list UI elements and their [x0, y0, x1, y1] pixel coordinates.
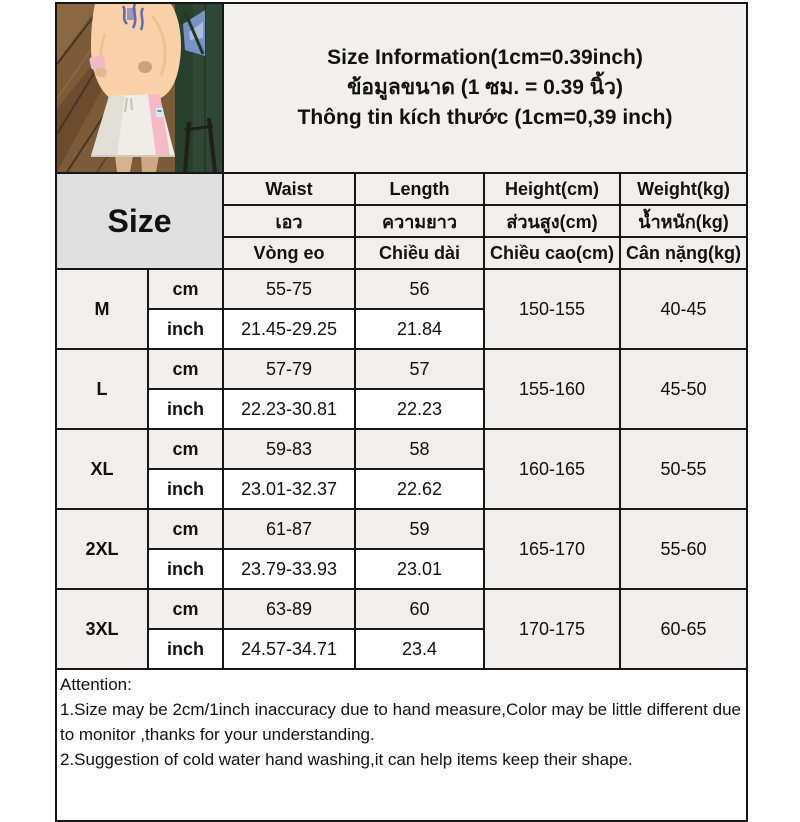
waist-cm-xl: 59-83	[223, 429, 355, 469]
length-cm-2xl: 59	[355, 509, 484, 549]
weight-header-vi: Cân nặng(kg)	[620, 237, 747, 269]
unit-inch: inch	[148, 629, 223, 669]
attention-note-2: 2.Suggestion of cold water hand washing,it can help items keep their shape.	[60, 750, 633, 769]
size-label-xl: XL	[56, 429, 148, 509]
unit-inch: inch	[148, 389, 223, 429]
size-label-2xl: 2XL	[56, 509, 148, 589]
product-photo	[56, 3, 223, 173]
length-inch-2xl: 23.01	[355, 549, 484, 589]
waist-header-th: เอว	[223, 205, 355, 237]
unit-cm: cm	[148, 509, 223, 549]
weight-header-th: น้ำหนัก(kg)	[620, 205, 747, 237]
waist-header-en: Waist	[223, 173, 355, 205]
title-thai: ข้อมูลขนาด (1 ซม. = 0.39 นิ้ว)	[347, 76, 623, 99]
unit-cm: cm	[148, 349, 223, 389]
product-photo-illustration	[57, 4, 223, 172]
attention-heading: Attention:	[60, 675, 132, 694]
size-label-l: L	[56, 349, 148, 429]
unit-inch: inch	[148, 469, 223, 509]
weight-xl: 50-55	[620, 429, 747, 509]
title-english: Size Information(1cm=0.39inch)	[327, 46, 643, 69]
height-header-en: Height(cm)	[484, 173, 620, 205]
weight-3xl: 60-65	[620, 589, 747, 669]
unit-cm: cm	[148, 429, 223, 469]
table-row-2xl-cm	[56, 509, 747, 549]
height-3xl: 170-175	[484, 589, 620, 669]
length-inch-l: 22.23	[355, 389, 484, 429]
size-table	[55, 2, 748, 822]
attention-note	[56, 669, 747, 821]
waist-inch-m: 21.45-29.25	[223, 309, 355, 349]
length-inch-m: 21.84	[355, 309, 484, 349]
length-header-en: Length	[355, 173, 484, 205]
weight-2xl: 55-60	[620, 509, 747, 589]
length-cm-xl: 58	[355, 429, 484, 469]
table-row-3xl-cm	[56, 589, 747, 629]
attention-note-1: 1.Size may be 2cm/1inch inaccuracy due to hand measure,Color may be little different due to monitor ,thanks for your understanding.	[60, 700, 741, 744]
length-cm-l: 57	[355, 349, 484, 389]
table-row-l-cm	[56, 349, 747, 389]
waist-cm-l: 57-79	[223, 349, 355, 389]
unit-inch: inch	[148, 309, 223, 349]
height-2xl: 165-170	[484, 509, 620, 589]
unit-inch: inch	[148, 549, 223, 589]
size-information-title-block	[223, 3, 747, 173]
waist-inch-xl: 23.01-32.37	[223, 469, 355, 509]
unit-cm: cm	[148, 269, 223, 309]
waist-inch-2xl: 23.79-33.93	[223, 549, 355, 589]
weight-l: 45-50	[620, 349, 747, 429]
size-label-3xl: 3XL	[56, 589, 148, 669]
title-vietnamese: Thông tin kích thước (1cm=0,39 inch)	[297, 106, 673, 129]
waist-inch-3xl: 24.57-34.71	[223, 629, 355, 669]
waist-cm-3xl: 63-89	[223, 589, 355, 629]
length-header-vi: Chiều dài	[355, 237, 484, 269]
height-header-th: ส่วนสูง(cm)	[484, 205, 620, 237]
length-cm-3xl: 60	[355, 589, 484, 629]
length-inch-xl: 22.62	[355, 469, 484, 509]
height-xl: 160-165	[484, 429, 620, 509]
waist-cm-m: 55-75	[223, 269, 355, 309]
length-header-th: ความยาว	[355, 205, 484, 237]
length-cm-m: 56	[355, 269, 484, 309]
height-header-vi: Chiều cao(cm)	[484, 237, 620, 269]
weight-m: 40-45	[620, 269, 747, 349]
waist-inch-l: 22.23-30.81	[223, 389, 355, 429]
size-column-header: Size	[56, 173, 223, 269]
waist-header-vi: Vòng eo	[223, 237, 355, 269]
table-row-m-cm	[56, 269, 747, 309]
table-row-xl-cm	[56, 429, 747, 469]
height-l: 155-160	[484, 349, 620, 429]
length-inch-3xl: 23.4	[355, 629, 484, 669]
height-m: 150-155	[484, 269, 620, 349]
size-label-m: M	[56, 269, 148, 349]
unit-cm: cm	[148, 589, 223, 629]
weight-header-en: Weight(kg)	[620, 173, 747, 205]
waist-cm-2xl: 61-87	[223, 509, 355, 549]
size-chart-sheet	[55, 2, 746, 822]
